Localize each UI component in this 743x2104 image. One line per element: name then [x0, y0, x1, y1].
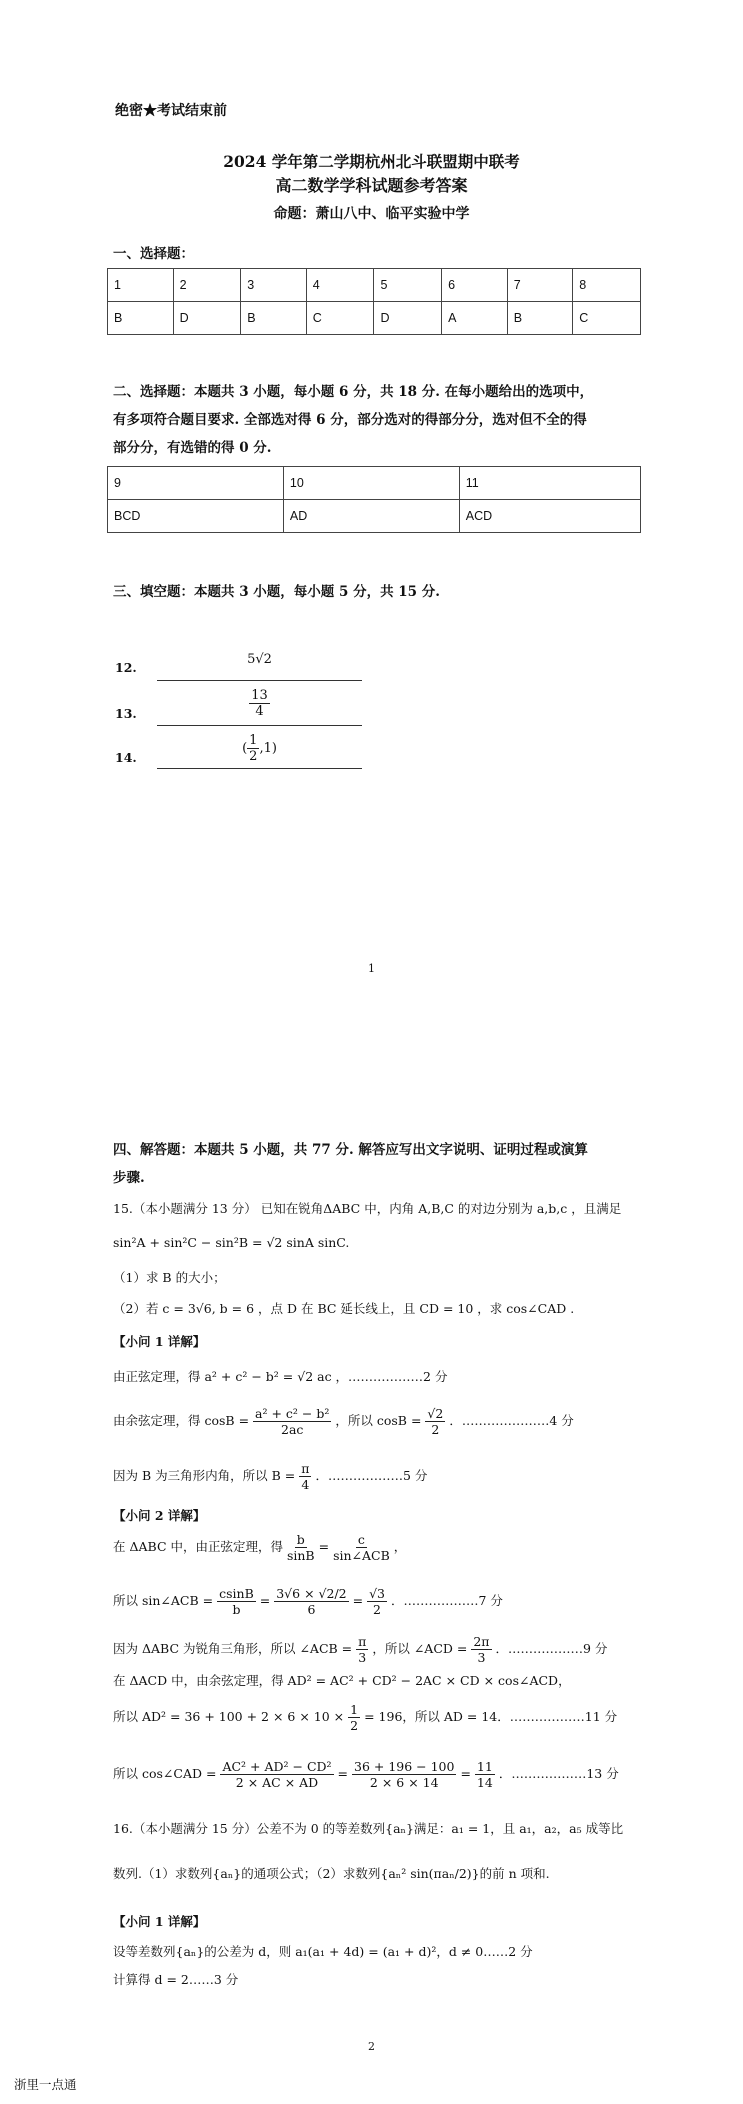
table-cell: B	[241, 302, 307, 335]
fraction	[471, 1634, 491, 1665]
page-number: 1	[368, 962, 375, 975]
section2-answer-table	[107, 466, 641, 533]
numerator: AC² + AD² − CD²	[222, 1759, 332, 1774]
text: ．………………5 分	[315, 1468, 428, 1483]
exam-authors: 命题：萧山八中、临平实验中学	[273, 206, 470, 222]
text: =	[337, 1766, 349, 1781]
q15-sub2-step1	[113, 1532, 653, 1563]
q15-sub2-step2	[113, 1586, 653, 1617]
fraction	[249, 688, 270, 719]
fraction	[425, 1406, 445, 1437]
denominator: 2ac	[281, 1422, 304, 1437]
exam-subtitle: 高二数学学科试题参考答案	[275, 176, 468, 195]
fraction	[274, 1586, 348, 1617]
text: 所以 AD² = 36 + 100 + 2 × 6 × 10 ×	[113, 1709, 345, 1724]
denominator: sin∠ACB	[333, 1548, 390, 1563]
table-cell: 7	[507, 269, 573, 302]
numerator: 2π	[473, 1634, 490, 1649]
numerator: 11	[476, 1759, 493, 1774]
table-cell: B	[507, 302, 573, 335]
numerator: csinB	[219, 1586, 254, 1601]
q15-sub2-step5	[113, 1702, 653, 1733]
text: ，所以 cosB =	[335, 1413, 422, 1428]
denominator: 2	[431, 1422, 440, 1437]
numerator: π	[301, 1461, 310, 1476]
numerator: 1	[350, 1702, 359, 1717]
text: =	[259, 1593, 271, 1608]
fraction	[348, 1702, 360, 1733]
text: 因为 B 为三角形内角，所以 B =	[113, 1468, 296, 1483]
section4-heading-line2: 步骤.	[113, 1170, 145, 1186]
fill-item-number: 12.	[115, 660, 137, 675]
q16-statement: 16.（本小题满分 15 分）公差不为 0 的等差数列{aₙ}满足：a₁ = 1，且 a₁，a₂，a₅ 成等比	[113, 1821, 624, 1836]
text: 由余弦定理，得 cosB =	[113, 1413, 250, 1428]
text: = 196，所以 AD = 14．………………11 分	[364, 1709, 618, 1724]
q15-condition: sin²A + sin²C − sin²B = √2 sinA sinC.	[113, 1235, 350, 1250]
text: ，所以 ∠ACD =	[372, 1641, 468, 1656]
numerator: c	[357, 1532, 365, 1547]
q15-part2: （2）若 c = 3√6, b = 6 ，点 D 在 BC 延长线上，且 CD = 10 ，求 cos∠CAD .	[113, 1301, 575, 1316]
table-cell: B	[108, 302, 174, 335]
section1-heading: 一、选择题：	[113, 246, 194, 262]
section2-heading	[113, 378, 643, 462]
footer-source: 浙里一点通	[14, 2077, 77, 2092]
denominator: 14	[476, 1775, 493, 1790]
numerator: √2	[427, 1406, 444, 1421]
numerator: 13	[251, 688, 268, 703]
numerator: √3	[369, 1586, 385, 1601]
fill-item-answer	[157, 733, 362, 764]
numerator: 36 + 196 − 100	[354, 1759, 455, 1774]
q15-statement: 15.（本小题满分 13 分） 已知在锐角ΔABC 中，内角 A,B,C 的对边分别为 a,b,c ，且满足	[113, 1201, 622, 1216]
section4-heading	[113, 1136, 643, 1192]
fraction	[253, 1406, 331, 1437]
answer-underline	[157, 768, 362, 769]
fraction	[299, 1461, 311, 1492]
denominator: 2	[373, 1602, 381, 1617]
fraction	[287, 1532, 315, 1563]
denominator: 2 × 6 × 14	[369, 1775, 439, 1790]
fill-item-answer: 5√2	[247, 652, 272, 667]
section3-heading: 三、填空题：本题共 3 小题，每小题 5 分，共 15 分.	[113, 584, 440, 600]
section2-heading-line3: 部分分，有选错的得 0 分.	[113, 440, 272, 456]
table-row	[108, 500, 641, 533]
table-cell: 3	[241, 269, 307, 302]
fraction	[247, 733, 259, 764]
q16-sub1-title: 【小问 1 详解】	[113, 1914, 206, 1929]
text: ，	[393, 1539, 407, 1554]
q15-step1: 由正弦定理，得 a² + c² − b² = √2 ac ，………………2 分	[113, 1369, 448, 1384]
page-number: 2	[368, 2040, 375, 2053]
q15-part1: （1）求 B 的大小；	[113, 1270, 226, 1285]
denominator: 2	[350, 1718, 359, 1733]
table-cell: ACD	[459, 500, 640, 533]
table-cell: 10	[283, 467, 459, 500]
text: 在 ΔABC 中，由正弦定理，得	[113, 1539, 283, 1554]
table-cell: 1	[108, 269, 174, 302]
section1-answer-table	[107, 268, 641, 335]
table-cell: 4	[306, 269, 374, 302]
denominator: 2 × AC × AD	[235, 1775, 319, 1790]
fraction	[217, 1586, 256, 1617]
table-cell: 8	[573, 269, 641, 302]
table-cell: A	[442, 302, 508, 335]
denominator: 4	[255, 704, 264, 719]
fraction	[220, 1759, 333, 1790]
text: =	[318, 1539, 330, 1554]
q15-step3	[113, 1461, 653, 1492]
q16-questions: 数列.（1）求数列{aₙ}的通项公式；（2）求数列{aₙ² sin(πaₙ/2)}的前 n 项和.	[113, 1866, 550, 1881]
table-cell: 5	[374, 269, 442, 302]
text: 所以 sin∠ACB =	[113, 1593, 214, 1608]
q16-step2: 计算得 d = 2……3 分	[113, 1972, 239, 1987]
denominator: sinB	[286, 1548, 315, 1563]
section4-heading-line1: 四、解答题：本题共 5 小题，共 77 分. 解答应写出文字说明、证明过程或演算	[113, 1142, 588, 1158]
q15-sub2-title: 【小问 2 详解】	[113, 1508, 206, 1523]
denominator: 3	[358, 1650, 367, 1665]
confidential-label: 绝密★考试结束前	[115, 103, 227, 119]
q15-sub2-step4: 在 ΔACD 中，由余弦定理，得 AD² = AC² + CD² − 2AC × CD × cos∠ACD，	[113, 1673, 571, 1688]
numerator: b	[296, 1532, 305, 1547]
q16-step1: 设等差数列{aₙ}的公差为 d，则 a₁(a₁ + 4d) = (a₁ + d)²，d ≠ 0……2 分	[113, 1944, 533, 1959]
numerator: 1	[249, 733, 258, 748]
text: =	[460, 1766, 471, 1781]
q15-sub2-step6	[113, 1759, 653, 1790]
answer-suffix: ,1)	[259, 741, 277, 756]
fraction	[333, 1532, 390, 1563]
table-cell: C	[306, 302, 374, 335]
text: ．………………13 分	[498, 1766, 619, 1781]
q15-sub1-title: 【小问 1 详解】	[113, 1334, 206, 1349]
numerator: 3√6 × √2/2	[276, 1586, 347, 1601]
denominator: 6	[307, 1602, 316, 1617]
table-cell: 2	[173, 269, 241, 302]
denominator: 3	[477, 1650, 486, 1665]
numerator: a² + c² − b²	[255, 1406, 330, 1421]
text: ．………………7 分	[390, 1593, 503, 1608]
text: 所以 cos∠CAD =	[113, 1766, 217, 1781]
q15-sub2-step3	[113, 1634, 653, 1665]
text: =	[352, 1593, 364, 1608]
fraction	[352, 1759, 456, 1790]
table-row	[108, 302, 641, 335]
table-row	[108, 269, 641, 302]
table-cell: AD	[283, 500, 459, 533]
answer-prefix: (	[242, 741, 248, 756]
numerator: π	[358, 1634, 367, 1649]
fraction	[356, 1634, 368, 1665]
section2-heading-line2: 有多项符合题目要求. 全部选对得 6 分，部分选对的得部分分，选对但不全的得	[113, 412, 587, 428]
table-cell: BCD	[108, 500, 284, 533]
table-cell: D	[374, 302, 442, 335]
fraction	[475, 1759, 495, 1790]
table-cell: 11	[459, 467, 640, 500]
denominator: 2	[249, 749, 258, 764]
table-cell: D	[173, 302, 241, 335]
fill-item-answer	[157, 688, 362, 719]
q15-step2	[113, 1406, 653, 1437]
section2-heading-line1: 二、选择题：本题共 3 小题，每小题 6 分，共 18 分. 在每小题给出的选项中，	[113, 384, 594, 400]
table-cell: 6	[442, 269, 508, 302]
table-cell: 9	[108, 467, 284, 500]
table-cell: C	[573, 302, 641, 335]
answer-underline	[157, 725, 362, 726]
table-row	[108, 467, 641, 500]
denominator: b	[232, 1602, 241, 1617]
text: ．………………9 分	[495, 1641, 608, 1656]
fraction	[367, 1586, 387, 1617]
fill-item-number: 13.	[115, 706, 137, 721]
exam-title: 2024 学年第二学期杭州北斗联盟期中联考	[223, 152, 520, 171]
answer-underline	[157, 680, 362, 681]
text: 因为 ΔABC 为锐角三角形，所以 ∠ACB =	[113, 1641, 353, 1656]
fill-item-number: 14.	[115, 750, 137, 765]
text: ．…………………4 分	[449, 1413, 574, 1428]
denominator: 4	[301, 1477, 310, 1492]
